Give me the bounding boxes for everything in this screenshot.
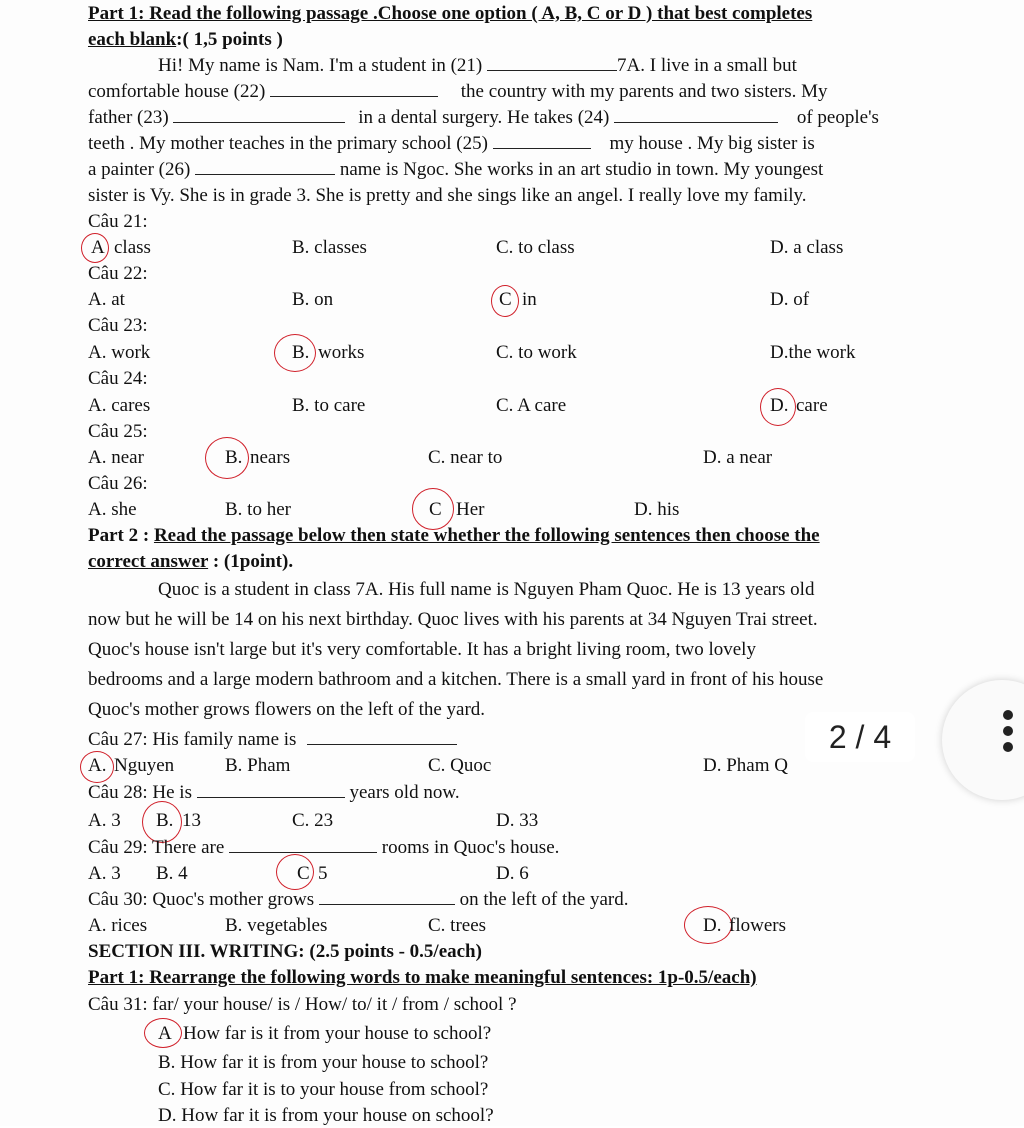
q22-option-d: D. of [770,289,810,310]
q25-option-c: C. near to [428,447,503,468]
blank-23 [173,108,345,123]
blank-25 [493,134,591,149]
blank-21 [487,56,617,71]
answer-circle-q21 [81,233,109,263]
answer-circle-q23 [274,334,316,372]
q25-option-b-letter: B. [225,447,243,468]
passage2-line1: Quoc is a student in class 7A. His full name is Nguyen Pham Quoc. He is 13 years old [158,579,815,600]
q27-stem: Câu 27: His family name is [88,728,457,752]
passage1-line3: father (23) in a dental surgery. He takes (24) of people's [88,107,879,128]
answer-circle-q27 [80,751,114,783]
q29-option-c-letter: C [297,863,310,884]
q28-option-a: A. 3 [88,810,121,831]
q27-option-a-text: Nguyen [114,755,175,776]
passage1-line6: sister is Vy. She is in grade 3. She is pretty and she sings like an angel. I really love my family. [88,185,807,206]
q24-option-b: B. to care [292,395,366,416]
q27-option-c: C. Quoc [428,755,492,776]
q31-option-a-text: How far is it from your house to school? [183,1023,492,1044]
q24-option-d-letter: D. [770,395,789,416]
answer-circle-q31 [144,1018,182,1048]
q22-option-a: A. at [88,289,125,310]
passage1-line1: Hi! My name is Nam. I'm a student in (21) 7A. I live in a small but [158,55,797,76]
part1-title-underlined: each blank [88,29,177,50]
q26-option-c-text: Her [456,499,485,520]
answer-circle-q30 [684,906,732,944]
q27-option-b: B. Pham [225,755,291,776]
section3-title: SECTION III. WRITING: (2.5 points - 0.5/each) [88,941,482,962]
blank-29 [229,838,377,853]
q25-option-b-text: nears [250,447,291,468]
q26-option-a: A. she [88,499,137,520]
q21-option-d: D. a class [770,237,844,258]
passage1-line5: a painter (26) name is Ngoc. She works in an art studio in town. My youngest [88,159,824,180]
q29-option-d: D. 6 [496,863,529,884]
passage2-line2: now but he will be 14 on his next birthday. Quoc lives with his parents at 34 Nguyen Trai street. [88,609,818,630]
answer-circle-q29 [276,854,314,890]
q27-option-d: D. Pham Q [703,755,788,776]
q27-option-a-letter: A. [88,755,107,776]
q23-option-b-letter: B. [292,342,310,363]
q30-option-d-text: flowers [729,915,786,936]
q26-option-b: B. to her [225,499,291,520]
q29-stem: Câu 29: There are rooms in Quoc's house. [88,837,560,858]
q30-option-d-letter: D. [703,915,722,936]
passage1-line4: teeth . My mother teaches in the primary school (25) my house . My big sister is [88,133,815,154]
q28-option-c: C. 23 [292,810,334,831]
q21-option-b: B. classes [292,237,367,258]
q31-line: Câu 31: far/ your house/ is / How/ to/ it / from / school ? [88,994,517,1015]
q31-option-d: D. How far it is from your house on school? [158,1105,494,1126]
q26-label: Câu 26: [88,473,148,494]
passage2-line5: Quoc's mother grows flowers on the left of the yard. [88,699,486,720]
q31-option-a-letter: A [158,1023,172,1044]
q23-option-b-text: works [318,342,365,363]
q25-label: Câu 25: [88,421,148,442]
q22-option-c-letter: C [499,289,512,310]
q28-option-b-letter: B. [156,810,174,831]
part1-title-points: :( 1,5 points ) [176,29,283,50]
q28-option-d: D. 33 [496,810,539,831]
section3-part1-title: Part 1: Rearrange the following words to make meaningful sentences: 1p-0.5/each) [88,967,757,988]
q22-option-c-text: in [522,289,537,310]
blank-22 [270,82,438,97]
q29-option-c-text: 5 [318,863,328,884]
passage2-line4: bedrooms and a large modern bathroom and a kitchen. There is a small yard in front of his house [88,669,824,690]
q24-option-d-text: care [796,395,828,416]
passage1-line2: comfortable house (22) the country with my parents and two sisters. My [88,81,828,102]
blank-24 [614,108,778,123]
q25-option-d: D. a near [703,447,773,468]
part1-title-line1: Part 1: Read the following passage .Choose one option ( A, B, C or D ) that best completes [88,3,813,24]
q23-option-d: D.the work [770,342,856,363]
q23-label: Câu 23: [88,315,148,336]
blank-27 [307,730,457,745]
q30-option-b: B. vegetables [225,915,328,936]
part2-title-line2: correct answer : (1point). [88,551,294,572]
q31-option-b: B. How far it is from your house to school? [158,1052,489,1073]
q30-stem: Câu 30: Quoc's mother grows on the left of the yard. [88,889,629,910]
q24-option-a: A. cares [88,395,151,416]
q21-option-a-letter: A [91,237,105,258]
q22-option-b: B. on [292,289,334,310]
q26-option-d: D. his [634,499,680,520]
passage2-line3: Quoc's house isn't large but it's very comfortable. It has a bright living room, two lovely [88,639,756,660]
part2-title-line1: Part 2 : Read the passage below then state whether the following sentences then choose the [88,525,820,546]
q26-option-c-letter: C [429,499,442,520]
part1-title-line2 [88,28,283,52]
q24-label: Câu 24: [88,368,148,389]
answer-circle-q22 [491,285,519,317]
q28-stem: Câu 28: He is years old now. [88,782,460,803]
blank-26 [195,160,335,175]
q23-option-c: C. to work [496,342,577,363]
q29-option-b: B. 4 [156,863,188,884]
q21-option-a-text: class [114,237,151,258]
q21-label: Câu 21: [88,211,148,232]
q22-label: Câu 22: [88,263,148,284]
q21-option-c: C. to class [496,237,575,258]
answer-circle-q24 [760,388,796,426]
answer-circle-q25 [205,437,249,479]
blank-30 [319,890,455,905]
page-indicator: 2 / 4 [805,712,915,762]
q24-option-c: C. A care [496,395,567,416]
q25-option-a: A. near [88,447,144,468]
q30-option-c: C. trees [428,915,487,936]
q28-option-b-text: 13 [182,810,201,831]
q30-option-a: A. rices [88,915,148,936]
q31-option-c: C. How far it is to your house from school? [158,1079,489,1100]
q23-option-a: A. work [88,342,151,363]
q29-option-a: A. 3 [88,863,121,884]
blank-28 [197,783,345,798]
